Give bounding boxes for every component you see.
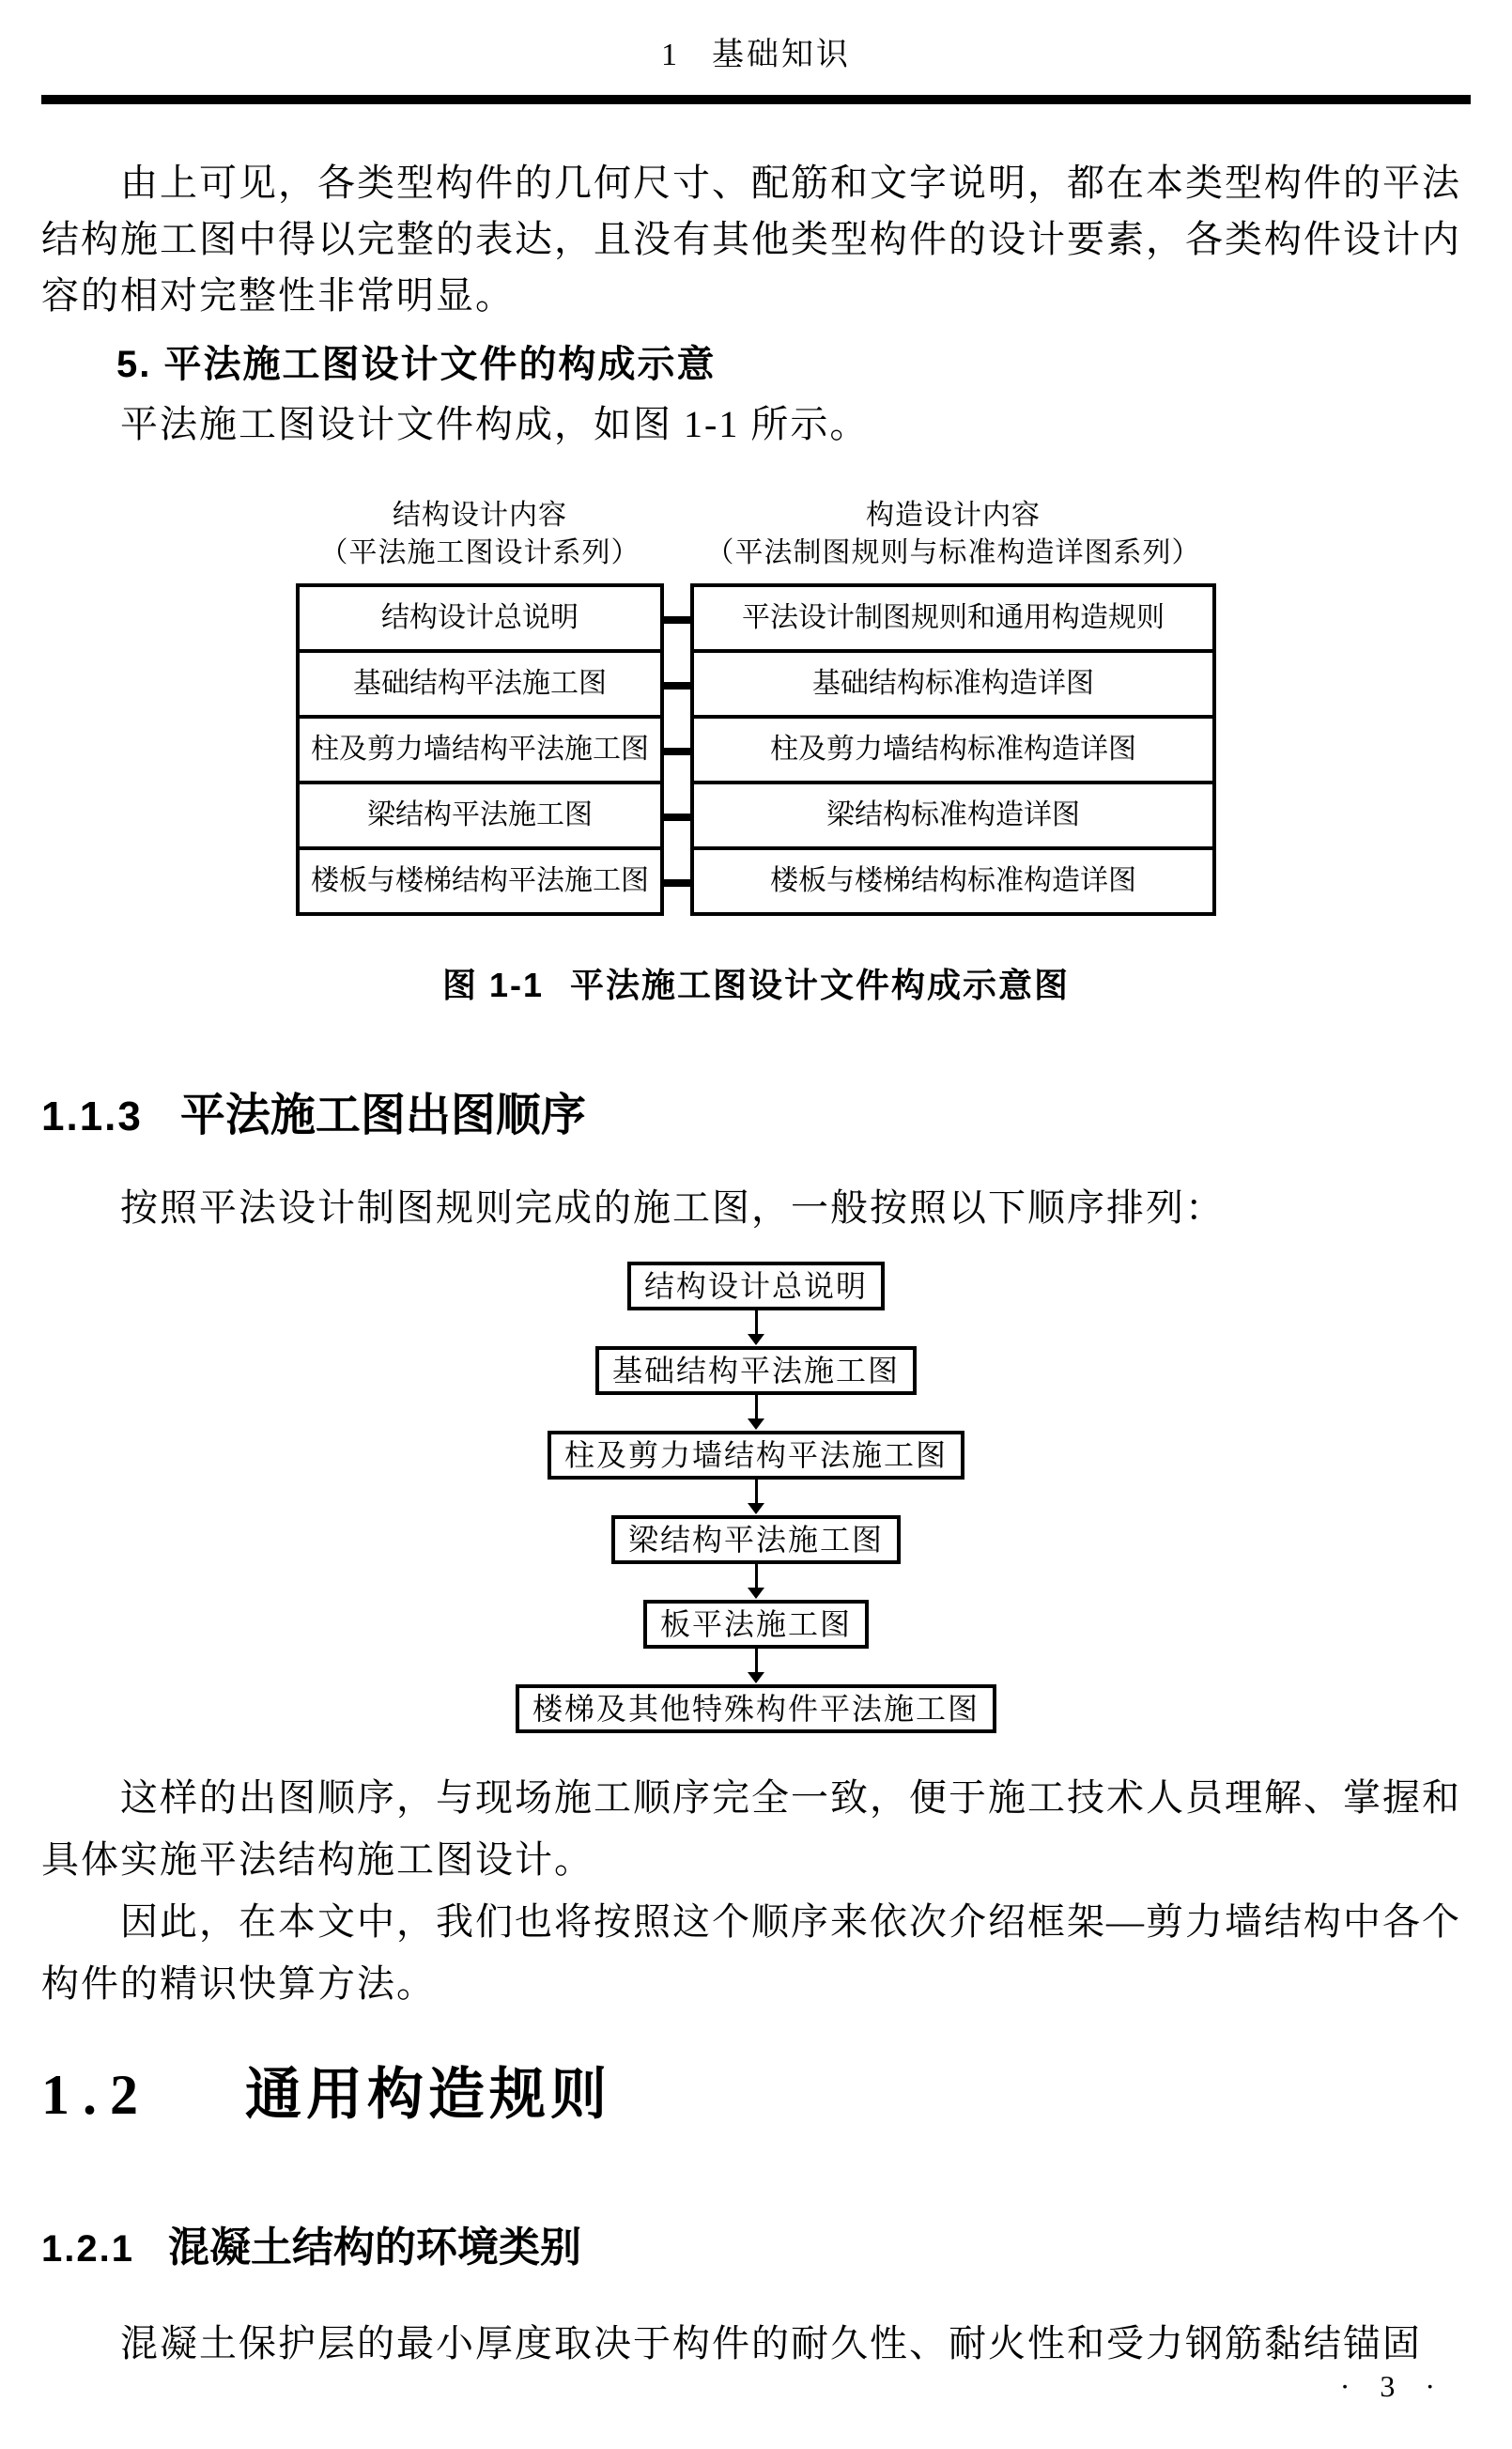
flow-step (0, 1431, 1512, 1480)
page-number: · 3 · (1339, 2369, 1446, 2403)
figure-cell: 梁结构标准构造详图 (694, 781, 1212, 846)
figure-cell: 楼板与楼梯结构标准构造详图 (694, 846, 1212, 912)
text-line: 结构施工图中得以完整的表达，且没有其他类型构件的设计要素，各类构件设计内 (41, 218, 1461, 260)
text-line: 容的相对完整性非常明显。 (41, 274, 515, 317)
section-number: 1.2.1 (41, 2228, 134, 2270)
figure-right-stack (690, 583, 1216, 916)
header-rule (41, 95, 1471, 104)
text-line: 具体实施平法结构施工图设计。 (41, 1838, 594, 1881)
section-heading-1-2 (41, 2062, 1471, 2128)
figure-cell: 基础结构平法施工图 (300, 649, 660, 715)
paragraph-last: 混凝土保护层的最小厚度取决于构件的耐久性、耐火性和受力钢筋黏结锚固 (120, 2322, 1422, 2364)
down-arrow-icon (0, 1310, 1512, 1346)
section-heading-1-2-1 (41, 2222, 1471, 2275)
section-title: 通用构造规则 (245, 2064, 611, 2126)
figure-caption-text: 平法施工图设计文件构成示意图 (570, 966, 1071, 1004)
flow-step (0, 1600, 1512, 1649)
text-line: 这样的出图顺序，与现场施工顺序完全一致，便于施工技术人员理解、掌握和 (120, 1776, 1461, 1819)
text-line: 由上可见，各类型构件的几何尺寸、配筋和文字说明，都在本类型构件的平法 (120, 162, 1461, 204)
flow-box: 梁结构平法施工图 (611, 1515, 901, 1564)
chapter-header (0, 0, 1512, 74)
figure-connectors (664, 583, 690, 916)
chapter-title: 基础知识 (712, 38, 851, 72)
section-number: 1.2 (41, 2064, 151, 2126)
section-title: 混凝土结构的环境类别 (167, 2224, 581, 2271)
section-heading-1-1-3 (41, 1090, 1471, 1143)
text-line: （平法制图规则与标准构造详图系列） (705, 537, 1201, 568)
figure-caption (0, 959, 1512, 1007)
figure-column-headers (0, 497, 1512, 572)
flow-step (0, 1346, 1512, 1395)
paragraph-post-2 (41, 1891, 1471, 2015)
figure-1-1 (0, 497, 1512, 1007)
figure-left-column-header (296, 497, 664, 572)
figure-caption-label: 图 1-1 (441, 966, 545, 1004)
figure-body (0, 583, 1512, 916)
paragraph-post-1 (41, 1767, 1471, 1891)
flow-box: 柱及剪力墙结构平法施工图 (548, 1431, 964, 1480)
heading-item-5: 5. 平法施工图设计文件的构成示意 (116, 344, 717, 385)
text-line: 结构设计内容 (393, 500, 567, 531)
text-line: 构件的精识快算方法。 (41, 1962, 436, 2005)
figure-cell: 柱及剪力墙结构标准构造详图 (694, 715, 1212, 781)
figure-connector (664, 587, 690, 653)
figure-connector (664, 653, 690, 719)
flow-step (0, 1262, 1512, 1310)
figure-left-stack (296, 583, 664, 916)
figure-cell: 结构设计总说明 (381, 602, 579, 633)
figure-cell: 梁结构平法施工图 (300, 781, 660, 846)
order-intro-paragraph: 按照平法设计制图规则完成的施工图，一般按照以下顺序排列： (120, 1186, 1225, 1229)
down-arrow-icon (0, 1649, 1512, 1684)
figure-cell: 柱及剪力墙结构平法施工图 (300, 715, 660, 781)
flow-box: 基础结构平法施工图 (595, 1346, 917, 1395)
text-line: （平法施工图设计系列） (319, 537, 640, 568)
figure-cell: 基础结构标准构造详图 (694, 649, 1212, 715)
figure-intro-paragraph: 平法施工图设计文件构成，如图 1-1 所示。 (120, 403, 870, 445)
down-arrow-icon (0, 1480, 1512, 1515)
figure-connector (664, 850, 690, 916)
flow-box: 楼梯及其他特殊构件平法施工图 (516, 1684, 996, 1733)
figure-cell: 平法设计制图规则和通用构造规则 (742, 602, 1165, 633)
flowchart (0, 1262, 1512, 1733)
text-line: 因此，在本文中，我们也将按照这个顺序来依次介绍框架—剪力墙结构中各个 (120, 1900, 1461, 1943)
flow-box: 板平法施工图 (643, 1600, 869, 1649)
section-title: 平法施工图出图顺序 (179, 1091, 586, 1140)
figure-right-column-header (690, 497, 1216, 572)
figure-connector (664, 784, 690, 850)
down-arrow-icon (0, 1564, 1512, 1600)
figure-cell: 楼板与楼梯结构平法施工图 (300, 846, 660, 912)
chapter-number: 1 (661, 38, 680, 72)
figure-connector (664, 719, 690, 784)
down-arrow-icon (0, 1395, 1512, 1431)
section-number: 1.1.3 (41, 1093, 143, 1139)
flow-step (0, 1684, 1512, 1733)
flow-step (0, 1515, 1512, 1564)
paragraph-intro (41, 155, 1471, 324)
flow-box: 结构设计总说明 (627, 1262, 885, 1310)
text-line: 构造设计内容 (866, 500, 1041, 531)
